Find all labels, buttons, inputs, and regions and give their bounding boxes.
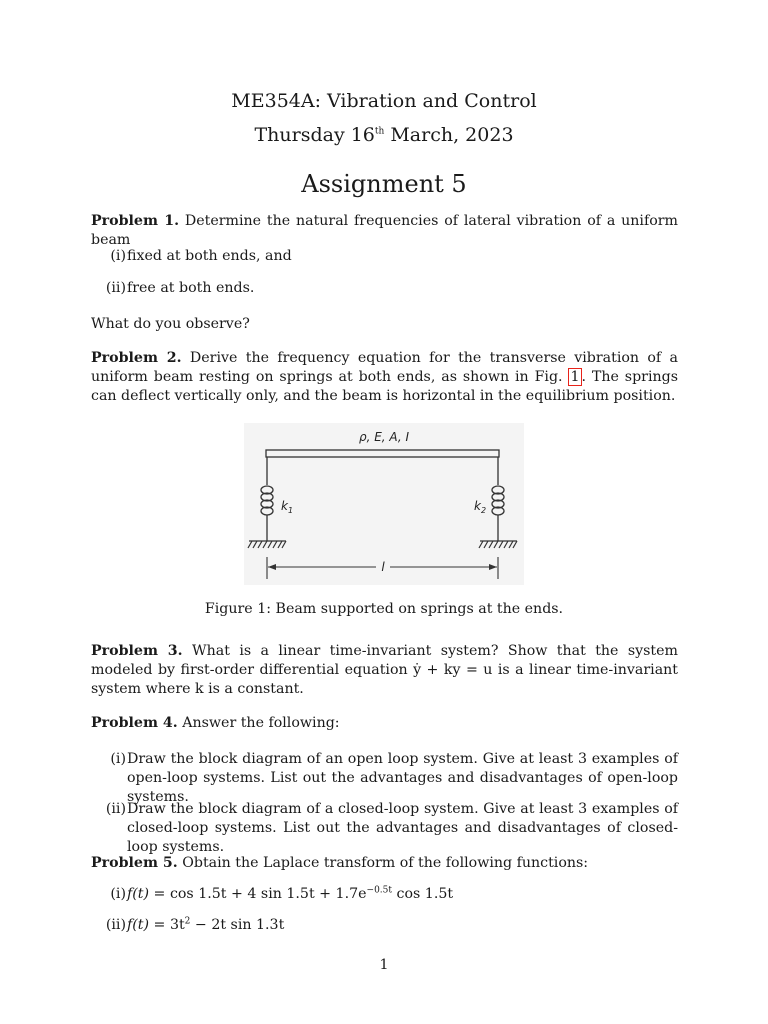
assignment-date [0, 122, 768, 148]
date-prefix: Thursday 16 [254, 124, 375, 146]
problem-3 [91, 642, 678, 699]
figure-1-caption: Figure 1: Beam supported on springs at the ends. [204, 601, 564, 617]
equation-rhs-a: = cos 1.5t + 4 sin 1.5t + 1.7e [149, 886, 367, 902]
length-label: l [381, 560, 385, 574]
item-text: fixed at both ends, and [127, 248, 292, 264]
problem-5 [91, 854, 678, 873]
figure-reference-link[interactable]: 1 [570, 369, 580, 385]
problem-3-label: Problem 3. [91, 643, 183, 659]
problem-5-label: Problem 5. [91, 855, 178, 871]
problem-1-item-1 [110, 247, 677, 266]
item-text: free at both ends. [127, 280, 255, 296]
date-sup: th [374, 126, 385, 137]
problem-5-text: Obtain the Laplace transform of the following functions: [182, 855, 589, 871]
beam-diagram [244, 423, 524, 585]
item-text: Draw the block diagram of a closed-loop system. Give at least 3 examples of closed-loop systems. List out the advantages and disadvantages of closed-loop systems. [127, 801, 678, 855]
item-number: (ii) [105, 280, 126, 296]
right-spring-sub: 2 [480, 506, 487, 515]
problem-1-item-2 [105, 279, 677, 298]
problem-5-item-1 [110, 885, 677, 904]
problem-2 [91, 349, 678, 406]
figure-1 [244, 423, 524, 585]
problem-2-label: Problem 2. [91, 350, 182, 366]
equation-rhs-a: = 3t [149, 917, 185, 933]
problem-1-text: Determine the natural frequencies of lateral vibration of a uniform beam [91, 213, 678, 248]
item-number: (i) [110, 751, 126, 767]
left-spring-sub: 1 [287, 506, 294, 515]
course-title: ME354A: Vibration and Control [231, 90, 537, 112]
equation-rhs-b: cos 1.5t [392, 886, 454, 902]
equation-lhs: f(t) [127, 886, 150, 902]
problem-2-text-a: Derive the frequency equation for the transverse vibration of a uniform beam resting on springs at both ends, as shown in Fig. [91, 350, 678, 385]
problem-1 [91, 212, 678, 250]
problem-2-text-b: . The springs can deflect vertically only, and the beam is horizontal in the equilibrium position. [91, 369, 678, 404]
problem-1-label: Problem 1. [91, 213, 180, 229]
problem-4 [91, 714, 678, 733]
left-spring-k: k [281, 499, 288, 513]
beam-properties-label: ρ, E, A, I [358, 430, 410, 444]
problem-1-followup: What do you observe? [91, 316, 250, 332]
item-number: (i) [110, 886, 126, 902]
page-title: Assignment 5 [301, 170, 467, 198]
problem-4-item-2 [105, 800, 678, 857]
equation-rhs-b: − 2t sin 1.3t [190, 917, 285, 933]
right-spring-k: k [474, 499, 481, 513]
problem-4-label: Problem 4. [91, 715, 178, 731]
problem-4-item-1 [110, 750, 678, 807]
item-text: Draw the block diagram of an open loop system. Give at least 3 examples of open-loop systems. List out the advantages and disadvantages of open-loop systems. [127, 751, 678, 805]
date-suffix: March, 2023 [384, 124, 514, 146]
problem-5-item-2 [105, 916, 677, 935]
item-number: (ii) [105, 917, 126, 933]
equation-exponent: −0.5t [366, 885, 393, 896]
page-number: 1 [379, 957, 389, 973]
item-number: (i) [110, 248, 126, 264]
equation-lhs: f(t) [127, 917, 150, 933]
problem-4-text: Answer the following: [182, 715, 340, 731]
equation-exponent: 2 [184, 916, 191, 927]
problem-3-text: What is a linear time-invariant system? Show that the system modeled by first-order differential equation ẏ + ky = u is a linear time-invariant system where k is a constant. [91, 643, 678, 697]
item-number: (ii) [105, 801, 126, 817]
